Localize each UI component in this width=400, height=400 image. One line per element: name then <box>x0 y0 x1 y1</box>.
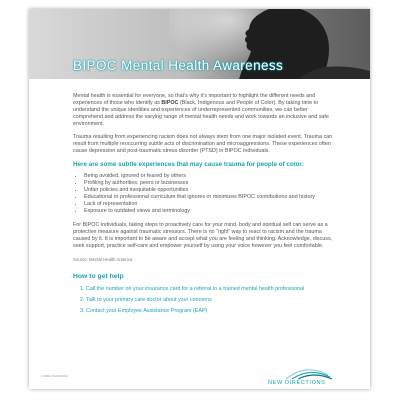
help-step-text: Talk to your primary care doctor about your concerns <box>86 297 212 303</box>
logo-text: NEW DIRECTIONS <box>268 380 326 386</box>
trauma-paragraph: Trauma resulting from experiencing racism does not always stem from one major isolated event. Trauma can result from multiple reoccurring subtle acts of discrimination and microaggressions. These experiences often cause depression and post-traumatic stress disorder (PTSD) in BIPOC individuals. <box>73 134 333 154</box>
help-step <box>86 308 333 315</box>
list-item: • Unfair policies and inequitable opportunities <box>84 187 333 194</box>
list-item: • Educational or professional curriculum that ignores or minimizes BIPOC contributions and history <box>84 194 333 201</box>
experiences-list <box>73 173 333 215</box>
list-item: • Being avoided, ignored or feared by others <box>84 173 333 180</box>
list-item: • Lack of representation <box>84 201 333 208</box>
intro-text-start: Mental health is essential for everyone, so that’s why it’s important to highlight the different needs and experiences of those who identify as <box>73 93 316 106</box>
list-item: • Profiling by authorities, peers or businesses <box>84 180 333 187</box>
intro-paragraph <box>73 93 333 128</box>
experiences-subheading: Here are some subtle experiences that may cause trauma for people of color: <box>73 161 304 168</box>
new-directions-logo <box>268 361 346 389</box>
intro-text-end: (Black, Indigenous and People of Color). By taking time to understand the unique identities and experiences of underrepresented communities, we can better comprehend and address the varying range of mental health needs and work towards an inclusive and safe environment. <box>73 100 329 127</box>
body-content <box>73 93 333 319</box>
help-step <box>86 297 333 304</box>
source-note: Source: Mental Health America <box>73 257 133 262</box>
help-step-text: Contact your Employee Assistance Program (EAP) <box>86 308 208 314</box>
steps-paragraph: For BIPOC individuals, taking steps to proactively care for your mind, body and spiritual self can serve as a protective measure against traumatic stressors. There is no “right” way to react to racism and the trauma caused by it. It is important to be aware and accept what you are feeling and thinking. Acknowledge, discuss, seek support, practice self-care and empower yourself by using your voice however you feel comfortable. <box>73 222 333 249</box>
help-heading: How to get help <box>73 273 124 280</box>
list-item: • Exposure to outdated views and terminology <box>84 208 333 215</box>
help-steps-list <box>73 286 333 315</box>
footer-code: COMM2-7000-0042012 <box>41 375 69 378</box>
document-page <box>29 9 370 389</box>
help-step <box>86 286 333 293</box>
help-step-text: Call the number on your insurance card for a referral to a trained mental health professional <box>86 286 305 292</box>
logo-arcs-icon <box>268 361 346 381</box>
page-title: BIPOC Mental Health Awareness <box>73 58 284 73</box>
header-banner <box>29 9 370 79</box>
bipoc-bold-term: BIPOC <box>161 100 179 106</box>
